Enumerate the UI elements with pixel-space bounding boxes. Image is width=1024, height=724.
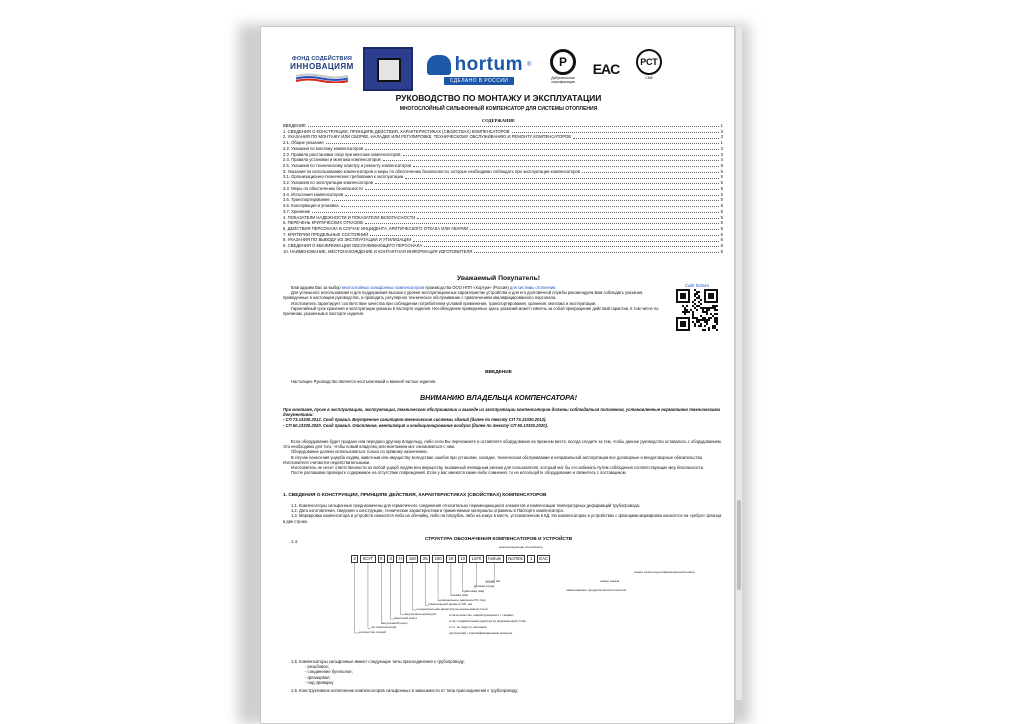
toc-dots: [365, 220, 719, 224]
toc-entry-page: 3: [720, 128, 723, 134]
toc-entry-page: 5: [720, 208, 723, 214]
designation-label: соединительная арматура на неразъемной стали: [416, 607, 488, 611]
toc-entry-page: 6: [720, 248, 723, 254]
fsi-logo: [291, 49, 353, 89]
connection-type-item: - соединение бугельное;: [305, 669, 353, 675]
designation-code-box: L970: [469, 555, 483, 563]
connection-type-item: - фланцевое;: [305, 674, 331, 680]
designation-label: угловая (град): [474, 584, 495, 588]
rst-smk-caption: СМК: [645, 76, 653, 80]
toc-dots: [312, 209, 718, 213]
structure-heading: СТРУКТУРА ОБОЗНАЧЕНИЯ КОМПЕНСАТОРОВ И УСТРОЙСТВ: [424, 537, 573, 542]
designation-footnote: в т.ч. по запросу заказчика;: [449, 625, 488, 629]
designation-label-right: номер заказа: [600, 579, 620, 583]
intro-heading: ВВЕДЕНИЕ: [485, 370, 512, 375]
section1-4-number: 1.4.: [291, 539, 299, 544]
toc-entry-title: 2.5. Указания по техническому осмотру и ремонту компенсаторов: [283, 163, 412, 169]
document-subtitle: МНОГОСЛОЙНЫЙ СИЛЬФОННЫЙ КОМПЕНСАТОР ДЛЯ СИСТЕМЫ ОТОПЛЕНИЯ: [399, 106, 598, 112]
designation-label: внутренняя арматура: [405, 611, 437, 616]
intro-paragraph: Для успешного использования и для поддержания высокого уровня эксплуатационных характеристик устройства и для его долговечной службы рекомендуем Вам соблюдать указания, приведенные в настоящем руководстве, и проводить регулярное техническое обслуживание с привлечением квалифицированного персонала.: [283, 290, 644, 301]
designation-code-box: 150: [406, 555, 418, 563]
toc-entry-title: 3.7. Хранение: [283, 208, 311, 214]
section1-5: [291, 659, 721, 685]
toc-entry-title: 3. Указания по использованию компенсаторов и меры по обеспечению безопасности, которые необходимо соблюдать при эксплуатации компенсаторов: [283, 168, 581, 174]
toc-dots: [383, 157, 719, 161]
toc-dots: [417, 215, 718, 219]
rst-certification-logo: [545, 49, 581, 89]
elephant-icon: [427, 55, 451, 75]
toc-entry-title: 10. НАИМЕНОВАНИЕ, МЕСТОНАХОЖДЕНИЕ И КОНТАКТНАЯ ИНФОРМАЦИЯ ИЗГОТОВИТЕЛЯ: [283, 248, 473, 254]
designation-code-box: 2: [351, 555, 358, 563]
toc-dots: [370, 232, 718, 236]
toc-dots: [365, 186, 719, 190]
link-heating-systems[interactable]: для системы отопления.: [509, 285, 557, 290]
designation-code-box: 10: [458, 555, 468, 563]
designation-code-box: Н: [396, 555, 404, 563]
leader-line: [412, 563, 416, 610]
designation-footnote: если соединительная арматура из нержавеющей стали;: [449, 619, 527, 623]
owner-notes: [283, 439, 723, 475]
toc-entry-page: 6: [720, 225, 723, 231]
owner-note: Оборудование должно использоваться только по прямому назначению.: [291, 449, 428, 455]
leader-line: [425, 563, 428, 605]
toc-dots: [413, 163, 719, 167]
rst-caption: Добровольная сертификация: [551, 76, 575, 84]
toc-entry-title: 3.1. Организационно-технические требования к эксплуатации: [283, 174, 404, 180]
regulations-intro: При монтаже, пуске в эксплуатацию, эксплуатации, техническом обслуживании и выводе из эксплуатации компенсаторов должны соблюдаться положения, установленные нормативно техническими документами:: [283, 407, 721, 418]
designation-footnote: для изделий с идентификационным номером.: [449, 631, 513, 635]
toc-entry-page: 5: [720, 174, 723, 180]
regulations-block: [283, 407, 723, 428]
intro-paragraph: Благодарим Вас за выбор многослойных сильфонных компенсаторов производства ООО НПП «Хортум» (Россия) для системы отопления.: [291, 285, 557, 290]
toc-entry-title: 7. КРИТЕРИИ ПРЕДЕЛЬНЫХ СОСТОЯНИЙ: [283, 231, 369, 237]
section1-6: 1.6. Конструктивное исполнение компенсаторов сильфонных в зависимости от типа присоединения к трубопроводу:: [291, 688, 519, 693]
scrollbar-thumb[interactable]: [737, 500, 741, 590]
toc-entry-page: 5: [720, 163, 723, 169]
toc-entry-title: 2.4. Правила установки и монтажа компенсаторов: [283, 157, 381, 163]
section1-paragraph: 1.3. Маркировка компенсатора и устройств наносится либо на обечайку, либо на патрубок, либо на кожух в месте, установленном в КД. На компенсаторах и устройствах с фланцами маркировка наносится на «ребро» фланца в две строки.: [283, 513, 722, 524]
toc-entry-page: 5: [720, 168, 723, 174]
connection-type-item: - резьбовое;: [305, 664, 329, 670]
designation-label: осевая (мм): [451, 593, 469, 598]
toc-entry-title: 3.3. Меры по обеспечению безопасности: [283, 185, 363, 191]
owner-note: Если оборудование будет продано или передано другому владельцу, либо если Вы переезжаете и оставляете оборудование на прежнем месте, всегда следите за тем, чтобы данное руководство оставалось с оборудованием. Это необходимо для того, чтобы новый владелец или монтажник мог ознакомиться с ним.: [283, 439, 722, 450]
intro-paragraph: Гарантийный срок хранения и эксплуатации указаны в паспорте изделия. Несоблюдение приведенных здесь указаний может повлечь за собой прекращение действий гарантии, в том числе по причинам, указанным в паспорте изделия.: [283, 305, 659, 317]
section1-5-paragraph: 1.5. Компенсаторы сильфонные имеют следующие типы присоединения к трубопроводу:: [291, 659, 466, 664]
intro-text: [283, 285, 668, 316]
document-page: [260, 26, 735, 724]
greeting: Уважаемый Покупатель!: [456, 275, 541, 282]
toc-entry-title: 6. ДЕЙСТВИЯ ПЕРСОНАЛА В СЛУЧАЕ ИНЦИДЕНТА, КРИТИЧЕСКОГО ОТКАЗА ИЛИ АВАРИИ: [283, 225, 469, 231]
toc-entry-page: 6: [720, 237, 723, 243]
designation-code-box: К: [378, 555, 385, 563]
russian-flag-wave-icon: [294, 73, 350, 83]
rst-smk-logo: [631, 49, 667, 89]
toc-entry-title: 2. УКАЗАНИЯ ПО МОНТАЖУ ИЛИ СБОРКЕ, НАЛАДКЕ ИЛИ РЕГУЛИРОВКЕ, ТЕХНИЧЕСКОМУ ОБСЛУЖИВАНИЮ И РЕМОНТУ КОМПЕНСАТОРОВ: [283, 134, 572, 140]
owner-note: После распаковки проверьте содержимое на отсутствие повреждений. Если у вас имеются какие-либо сомнения, то не используйте оборудование и свяжитесь с поставщиком: [291, 470, 626, 476]
toc-entry-page: 5: [720, 180, 723, 186]
toc-entry-title: 8. УКАЗАНИЯ ПО ВЫВОДУ ИЗ ЭКСПЛУАТАЦИИ И УТИЛИЗАЦИИ: [283, 237, 412, 243]
toc-entry-page: 5: [720, 185, 723, 191]
toc-entry-page: 3: [720, 145, 723, 151]
designation-label: номинальное давление PN, бар: [439, 597, 486, 602]
toc-dots: [375, 180, 719, 184]
toc-entry-page: 6: [720, 231, 723, 237]
designation-label: тип компенсатора: [370, 625, 397, 630]
toc-heading: СОДЕРЖАНИЕ: [482, 118, 515, 123]
toc-dots: [424, 243, 719, 247]
designation-label: защитный кожух: [393, 616, 418, 621]
hortum-logo-tagline: СДЕЛАНО В РОССИИ: [444, 77, 514, 85]
intro-paragraph: Изготовитель гарантирует соответствие качества при соблюдении потребителем условий применения, транспортирования, хранения, монтажа и эксплуатации.: [291, 300, 597, 306]
designation-label: длина, мм: [485, 579, 501, 584]
toc-dots: [341, 203, 719, 207]
toc-entry-title: ВВЕДЕНИЕ: [283, 123, 306, 128]
toc-dots: [365, 146, 719, 150]
toc-dots: [403, 152, 719, 156]
toc-dots: [405, 174, 719, 178]
header-logos: [291, 47, 711, 91]
rst-glyph: Р: [550, 49, 576, 75]
designation-code-box: EAC: [537, 555, 551, 563]
owner-note: Изготовитель не несет ответственности за любой ущерб людям или имуществу, вызванный очевидным риском для пользователя, который мог бы его избежать путем соблюдения соответствующих мер безопасности.: [291, 465, 705, 471]
hortum-logo: [423, 49, 535, 89]
attention-heading: ВНИМАНИЮ ВЛАДЕЛЬЦА КОМПЕНСАТОРА!: [419, 393, 578, 402]
toc-entry-page: 6: [720, 243, 723, 249]
toc-entry-page: 3: [720, 151, 723, 157]
qr-label[interactable]: Сайт hortum: [685, 283, 709, 288]
toc-entry-title: 2.1. Общие указания: [283, 140, 324, 146]
scrollbar[interactable]: [736, 26, 742, 700]
designation-label-right: наименование предприятия-изготовителя: [566, 588, 627, 592]
toc-dots: [326, 140, 719, 144]
toc-entry-title: 3.5. Транспортирование: [283, 197, 330, 203]
document-title: РУКОВОДСТВО ПО МОНТАЖУ И ЭКСПЛУАТАЦИИ: [395, 93, 602, 103]
intro-line: Настоящее Руководство является неотъемлемой и важной частью изделия.: [291, 379, 437, 384]
leader-line: [368, 563, 371, 628]
leader-line: [400, 563, 405, 615]
certificate-emblem-icon: [363, 47, 413, 91]
qr-code-icon[interactable]: [676, 289, 718, 331]
section1-text: [283, 503, 723, 524]
designation-code-row: [351, 555, 550, 563]
leader-line: [391, 563, 394, 619]
toc-entry-title: 3.6. Консервация и упаковка: [283, 203, 339, 209]
toc-entry-page: 5: [720, 203, 723, 209]
toc-entry-title: 3.2. Указания по эксплуатации компенсаторов: [283, 180, 373, 186]
designation-code-box: 1: [527, 555, 534, 563]
toc-entry-page: 3: [720, 134, 723, 140]
leader-line: [381, 563, 382, 624]
toc-entry-page: 1: [720, 140, 723, 146]
toc-dots: [582, 169, 719, 173]
toc-dots: [332, 197, 719, 201]
registered-mark: ®: [527, 61, 532, 68]
toc-dots: [474, 249, 719, 253]
designation-code-box: 10: [446, 555, 456, 563]
toc-dots: [308, 123, 719, 127]
regulation-item: - СП 73.13330.2012. Свод правил. Внутренние санитарно-технические системы зданий (далее по тексту СП 73.13330.2012).: [283, 417, 547, 423]
link-bellows-compensators[interactable]: многослойных сильфонных компенсаторов: [341, 285, 425, 290]
fsi-logo-line2: ИННОВАЦИЯМ: [290, 61, 354, 71]
designation-label-right: номер записи идентификационный номер: [634, 570, 695, 574]
connection-type-item: - под приварку: [305, 679, 334, 685]
toc-entry-page: 5: [720, 220, 723, 226]
designation-label: внутренний кожух: [382, 620, 408, 625]
toc-dots: [512, 129, 719, 133]
toc-entry-title: 4. ПОКАЗАТЕЛИ НАДЕЖНОСТИ И ПОКАЗАТЕЛИ БЕЗОПАСНОСТИ: [283, 214, 416, 220]
rst-smk-glyph: РСТ: [636, 49, 662, 75]
designation-code-box: No7001: [506, 555, 526, 563]
designation-label: количество секций: [359, 630, 386, 634]
toc-entry-title: 1. СВЕДЕНИЯ О КОНСТРУКЦИИ, ПРИНЦИПЕ ДЕЙСТВИЯ, ХАРАКТЕРИСТИКАХ (СВОЙСТВАХ) КОМПЕНСАТОРОВ: [283, 128, 510, 134]
toc-entry-page: 1: [720, 123, 723, 128]
designation-code-box: hortum: [486, 555, 504, 563]
toc-entry[interactable]: [283, 249, 723, 255]
eac-logo: EAC: [592, 61, 620, 77]
toc-entry-title: 3.4. Испытания компенсаторов: [283, 191, 344, 197]
designation-label-top: компенсирующая способность: [499, 545, 543, 549]
designation-code-box: КСУГ: [360, 555, 375, 563]
toc-dots: [413, 237, 718, 241]
toc-dots: [573, 134, 719, 138]
designation-footnote: если количество секций превышает 1 секцию;: [449, 613, 514, 617]
table-of-contents: [283, 123, 723, 255]
toc-entry-title: 2.2. Указания по монтажу компенсаторов: [283, 145, 364, 151]
toc-dots: [345, 192, 718, 196]
designation-code-box: 25: [420, 555, 430, 563]
toc-dots: [470, 226, 718, 230]
toc-entry-title: 5. ПЕРЕЧЕНЬ КРИТИЧЕСКИХ ОТКАЗОВ: [283, 220, 363, 226]
regulation-item: - СП 60.13330.2020. Свод правил. Отопление, вентиляция и кондиционирование воздуха (далее по тексту СП 60.13330.2020).: [283, 422, 548, 428]
section1-heading: 1. СВЕДЕНИЯ О КОНСТРУКЦИИ, ПРИНЦИПЕ ДЕЙСТВИЯ, ХАРАКТЕРИСТИКАХ (СВОЙСТВАХ) КОМПЕНСАТОРОВ: [283, 493, 547, 498]
toc-entry-page: 4: [720, 157, 723, 163]
designation-code-box: 3: [387, 555, 394, 563]
toc-entry-title: 9. СВЕДЕНИЯ О КВАЛИФИКАЦИИ ОБСЛУЖИВАЮЩЕГО ПЕРСОНАЛА: [283, 243, 423, 249]
designation-code-box: 100: [432, 555, 444, 563]
fsi-logo-line1: ФОНД СОДЕЙСТВИЯ: [291, 55, 353, 62]
designation-label: сдвиговая (мм): [462, 588, 485, 593]
leader-line: [438, 563, 439, 601]
section1-paragraph: 1.2. Дата изготовления, сведения о конструкции, технические характеристики и применяемые материалы отражены в Паспорте компенсатора.: [291, 508, 564, 514]
toc-entry-page: 5: [720, 197, 723, 203]
toc-entry-title: 2.3. Правила расстановки опор при монтаже компенсаторов: [283, 151, 401, 157]
hortum-logo-name: hortum: [454, 53, 523, 75]
section1-paragraph: 1.1. Компенсаторы сильфонные предназначены для герметичного соединения относительно перемещающихся элементов и компенсации температурных деформаций трубопровода.: [291, 503, 641, 508]
toc-entry-page: 5: [720, 191, 723, 197]
leader-line: [355, 563, 359, 633]
designation-label: номинальный диаметр DN, мм: [428, 602, 473, 607]
owner-note: В случае нанесения ущерба людям, животным или имуществу вследствие ошибок при установке, наладке, техническом обслуживании и неправильной эксплуатации все договорные и внедоговорные обязательства Изготовителя считаются недействительными.: [283, 454, 702, 465]
toc-entry-page: 5: [720, 214, 723, 220]
